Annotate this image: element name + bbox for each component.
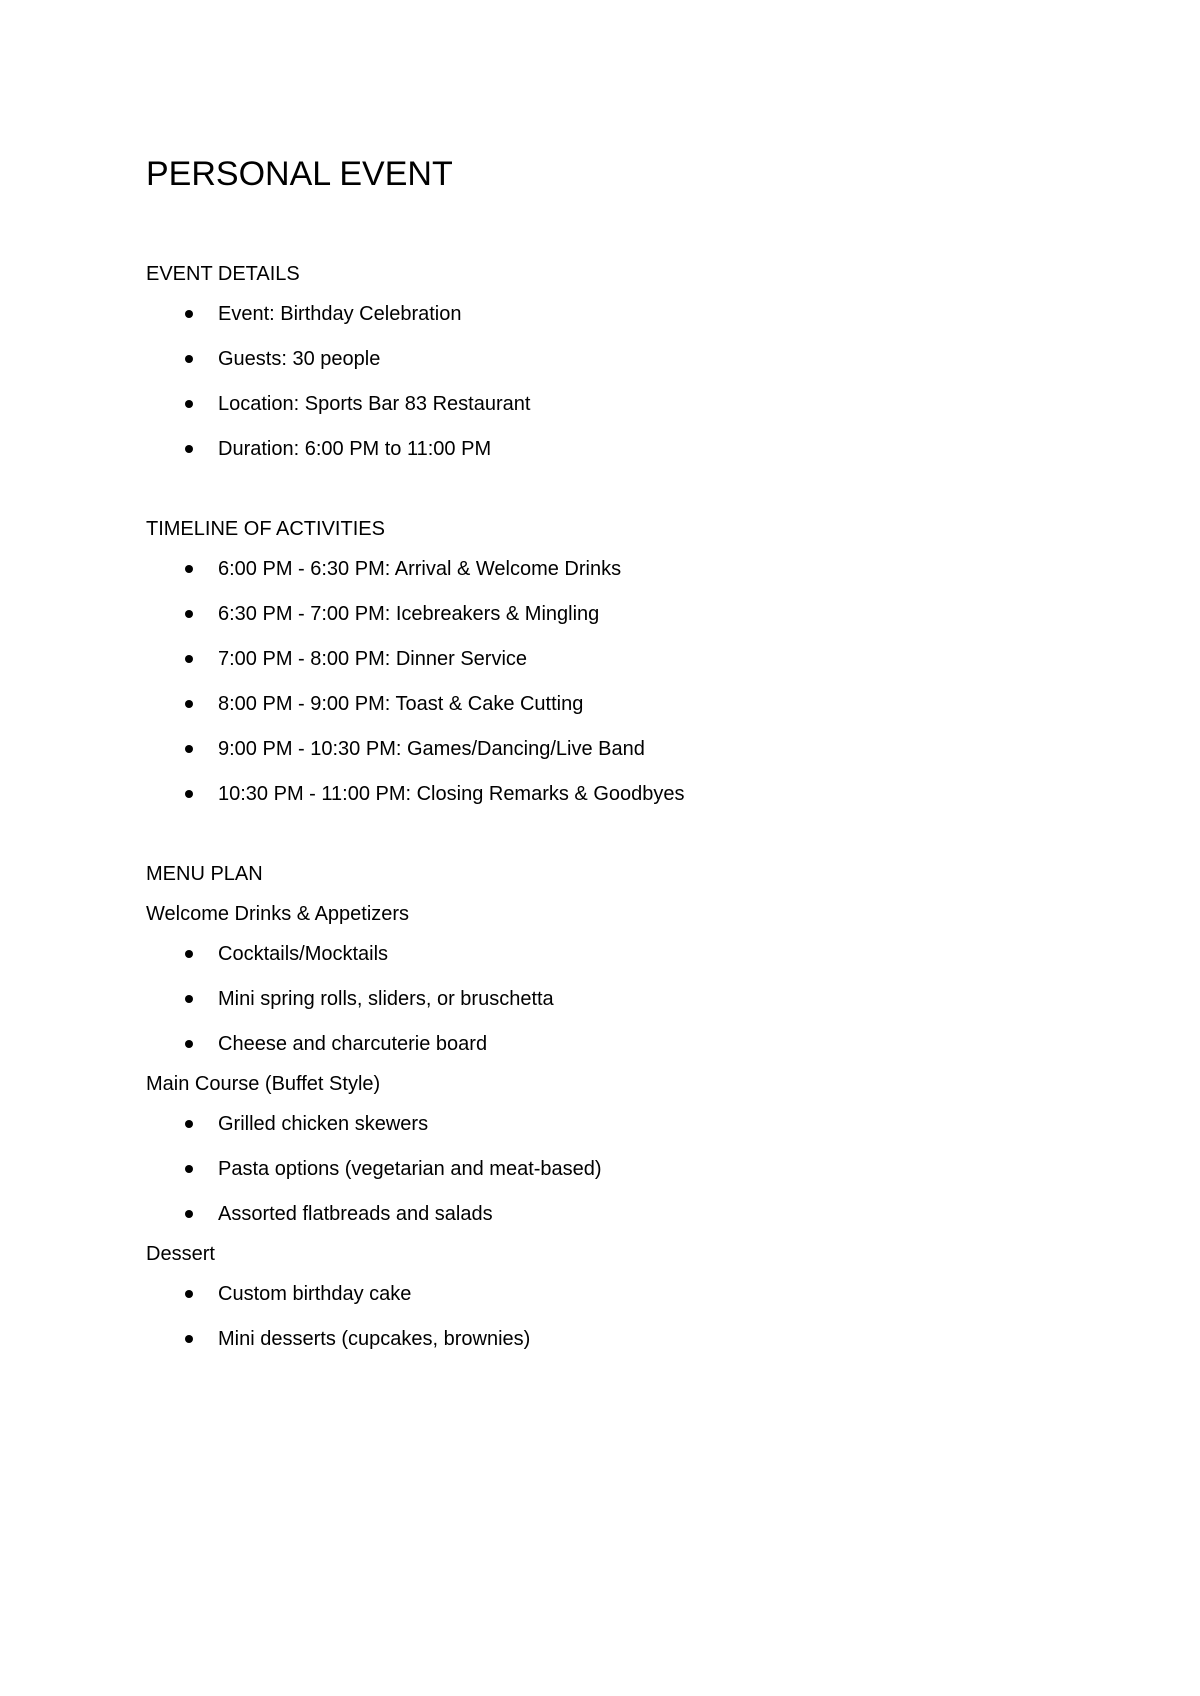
list-item-text: Mini desserts (cupcakes, brownies) (218, 1328, 531, 1350)
bullet-icon (185, 1040, 193, 1048)
event-details-heading: EVENT DETAILS (146, 263, 300, 285)
bullet-icon (185, 1210, 193, 1218)
list-item (218, 600, 1100, 628)
menu-group-list (146, 940, 1100, 1058)
bullet-icon (185, 1290, 193, 1298)
list-item-text: Guests: 30 people (218, 348, 381, 370)
list-item-text: Assorted flatbreads and salads (218, 1203, 493, 1225)
menu-group-dessert (146, 1240, 1100, 1353)
list-item (218, 435, 1100, 463)
list-item-text: Duration: 6:00 PM to 11:00 PM (218, 438, 492, 460)
menu-section (146, 860, 1100, 1353)
menu-heading: MENU PLAN (146, 863, 263, 885)
list-item-text: 6:30 PM - 7:00 PM: Icebreakers & Mingling (218, 603, 600, 625)
bullet-icon (185, 355, 193, 363)
list-item-text: 7:00 PM - 8:00 PM: Dinner Service (218, 648, 528, 670)
event-details-list (146, 300, 1100, 463)
bullet-icon (185, 700, 193, 708)
bullet-icon (185, 655, 193, 663)
menu-group-main-course (146, 1070, 1100, 1228)
list-item (218, 1200, 1100, 1228)
list-item-text: Cocktails/Mocktails (218, 943, 389, 965)
event-details-section (146, 260, 1100, 463)
bullet-icon (185, 995, 193, 1003)
bullet-icon (185, 610, 193, 618)
menu-group-title: Main Course (Buffet Style) (146, 1073, 381, 1095)
bullet-icon (185, 790, 193, 798)
menu-group-title: Dessert (146, 1243, 215, 1265)
list-item (218, 645, 1100, 673)
menu-group-list (146, 1110, 1100, 1228)
list-item-text: Location: Sports Bar 83 Restaurant (218, 393, 531, 415)
list-item (218, 780, 1100, 808)
list-item (218, 300, 1100, 328)
list-item-text: Event: Birthday Celebration (218, 303, 462, 325)
list-item-text: 10:30 PM - 11:00 PM: Closing Remarks & Goodbyes (218, 783, 685, 805)
bullet-icon (185, 445, 193, 453)
list-item (218, 1325, 1100, 1353)
bullet-icon (185, 950, 193, 958)
list-item (218, 390, 1100, 418)
list-item-text: 8:00 PM - 9:00 PM: Toast & Cake Cutting (218, 693, 584, 715)
list-item (218, 345, 1100, 373)
timeline-section (146, 515, 1100, 808)
bullet-icon (185, 565, 193, 573)
list-item (218, 1030, 1100, 1058)
bullet-icon (185, 1335, 193, 1343)
list-item (218, 690, 1100, 718)
list-item (218, 985, 1100, 1013)
list-item-text: Custom birthday cake (218, 1283, 412, 1305)
timeline-list (146, 555, 1100, 808)
list-item-text: 6:00 PM - 6:30 PM: Arrival & Welcome Drinks (218, 558, 622, 580)
list-item (218, 1110, 1100, 1138)
menu-group-list (146, 1280, 1100, 1353)
page-title: PERSONAL EVENT (146, 155, 453, 193)
list-item-text: 9:00 PM - 10:30 PM: Games/Dancing/Live Band (218, 738, 645, 760)
list-item (218, 940, 1100, 968)
menu-group-appetizers (146, 900, 1100, 1058)
bullet-icon (185, 1165, 193, 1173)
list-item (218, 1155, 1100, 1183)
list-item-text: Pasta options (vegetarian and meat-based) (218, 1158, 602, 1180)
bullet-icon (185, 310, 193, 318)
bullet-icon (185, 745, 193, 753)
timeline-heading: TIMELINE OF ACTIVITIES (146, 518, 385, 540)
menu-group-title: Welcome Drinks & Appetizers (146, 903, 410, 925)
list-item-text: Mini spring rolls, sliders, or bruschetta (218, 988, 554, 1010)
bullet-icon (185, 400, 193, 408)
list-item-text: Grilled chicken skewers (218, 1113, 429, 1135)
list-item (218, 555, 1100, 583)
list-item (218, 1280, 1100, 1308)
list-item-text: Cheese and charcuterie board (218, 1033, 488, 1055)
bullet-icon (185, 1120, 193, 1128)
list-item (218, 735, 1100, 763)
